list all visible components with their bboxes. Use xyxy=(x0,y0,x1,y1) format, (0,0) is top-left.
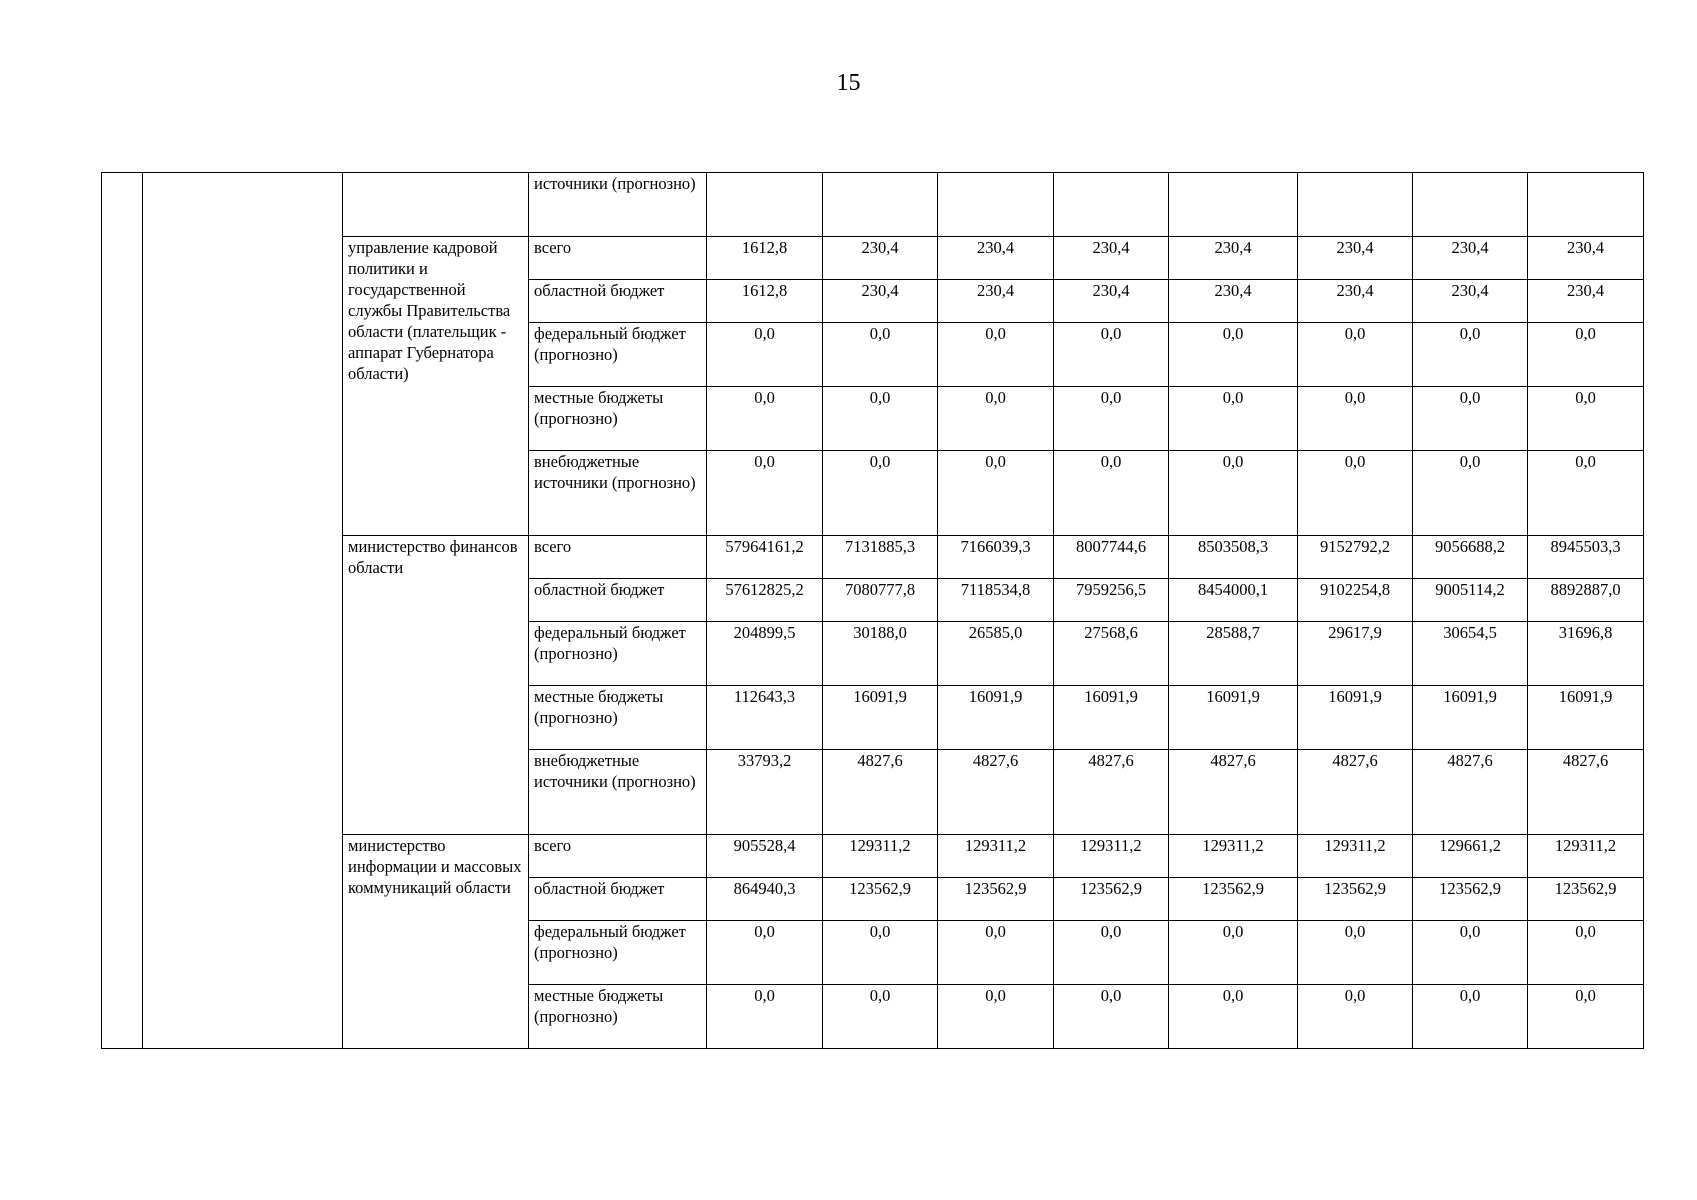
value-cell: 0,0 xyxy=(1298,387,1413,451)
value-cell: 0,0 xyxy=(1413,451,1528,536)
value-cell: 57612825,2 xyxy=(707,579,823,622)
funding-source-cell: местные бюджеты (прогнозно) xyxy=(529,686,707,750)
funding-source-cell: местные бюджеты (прогнозно) xyxy=(529,387,707,451)
budget-table xyxy=(101,172,1644,1049)
value-cell: 0,0 xyxy=(707,451,823,536)
funding-source-cell: федеральный бюджет (прогнозно) xyxy=(529,921,707,985)
value-cell: 123562,9 xyxy=(1528,878,1644,921)
value-cell: 230,4 xyxy=(1169,280,1298,323)
value-cell: 0,0 xyxy=(1528,451,1644,536)
value-cell: 0,0 xyxy=(707,323,823,387)
value-cell: 230,4 xyxy=(1169,237,1298,280)
value-cell: 129311,2 xyxy=(1169,835,1298,878)
value-cell: 7166039,3 xyxy=(938,536,1054,579)
funding-source-cell: внебюджетные источники (прогнозно) xyxy=(529,750,707,835)
value-cell: 204899,5 xyxy=(707,622,823,686)
page-number: 15 xyxy=(836,70,861,96)
value-cell: 4827,6 xyxy=(1298,750,1413,835)
value-cell: 0,0 xyxy=(938,451,1054,536)
value-cell: 123562,9 xyxy=(938,878,1054,921)
value-cell: 9102254,8 xyxy=(1298,579,1413,622)
value-cell: 0,0 xyxy=(938,323,1054,387)
value-cell: 8945503,3 xyxy=(1528,536,1644,579)
funding-source-cell: федеральный бюджет (прогнозно) xyxy=(529,622,707,686)
value-cell: 8454000,1 xyxy=(1169,579,1298,622)
value-cell xyxy=(823,173,938,237)
value-cell: 230,4 xyxy=(1413,237,1528,280)
value-cell: 0,0 xyxy=(823,323,938,387)
value-cell: 230,4 xyxy=(1413,280,1528,323)
value-cell xyxy=(1298,173,1413,237)
value-cell: 4827,6 xyxy=(823,750,938,835)
value-cell: 0,0 xyxy=(1054,985,1169,1049)
value-cell: 0,0 xyxy=(1054,387,1169,451)
value-cell: 0,0 xyxy=(823,921,938,985)
value-cell: 129311,2 xyxy=(1298,835,1413,878)
funding-source-cell: всего xyxy=(529,237,707,280)
value-cell: 0,0 xyxy=(823,387,938,451)
value-cell: 26585,0 xyxy=(938,622,1054,686)
value-cell: 57964161,2 xyxy=(707,536,823,579)
value-cell: 4827,6 xyxy=(1528,750,1644,835)
executor-cell: министерство информации и массовых коммуникаций области xyxy=(343,835,529,1049)
value-cell: 0,0 xyxy=(823,985,938,1049)
value-cell: 129311,2 xyxy=(823,835,938,878)
value-cell: 0,0 xyxy=(1054,323,1169,387)
value-cell: 1612,8 xyxy=(707,237,823,280)
value-cell: 230,4 xyxy=(1054,280,1169,323)
value-cell: 123562,9 xyxy=(1298,878,1413,921)
value-cell: 0,0 xyxy=(1413,323,1528,387)
value-cell: 0,0 xyxy=(707,985,823,1049)
value-cell xyxy=(707,173,823,237)
value-cell: 230,4 xyxy=(1298,280,1413,323)
value-cell: 0,0 xyxy=(938,921,1054,985)
value-cell: 230,4 xyxy=(938,237,1054,280)
funding-source-cell: областной бюджет xyxy=(529,579,707,622)
value-cell: 0,0 xyxy=(1413,387,1528,451)
value-cell: 0,0 xyxy=(1298,323,1413,387)
value-cell: 9056688,2 xyxy=(1413,536,1528,579)
value-cell: 0,0 xyxy=(1298,921,1413,985)
value-cell: 129311,2 xyxy=(938,835,1054,878)
value-cell: 1612,8 xyxy=(707,280,823,323)
value-cell: 864940,3 xyxy=(707,878,823,921)
value-cell: 8007744,6 xyxy=(1054,536,1169,579)
value-cell: 230,4 xyxy=(1528,237,1644,280)
value-cell: 0,0 xyxy=(707,387,823,451)
value-cell: 0,0 xyxy=(938,985,1054,1049)
value-cell: 0,0 xyxy=(1169,451,1298,536)
number-cell xyxy=(102,173,143,1049)
funding-source-cell: внебюджетные источники (прогнозно) xyxy=(529,451,707,536)
value-cell: 0,0 xyxy=(1169,323,1298,387)
funding-source-cell: областной бюджет xyxy=(529,878,707,921)
value-cell: 0,0 xyxy=(1169,921,1298,985)
executor-cell: министерство финансов области xyxy=(343,536,529,835)
value-cell: 16091,9 xyxy=(1298,686,1413,750)
value-cell: 0,0 xyxy=(1413,985,1528,1049)
value-cell: 230,4 xyxy=(1298,237,1413,280)
funding-source-cell: всего xyxy=(529,835,707,878)
value-cell: 7118534,8 xyxy=(938,579,1054,622)
funding-source-cell: местные бюджеты (прогнозно) xyxy=(529,985,707,1049)
value-cell: 112643,3 xyxy=(707,686,823,750)
table-row xyxy=(102,173,1644,237)
value-cell: 230,4 xyxy=(823,237,938,280)
program-name-cell xyxy=(143,173,343,1049)
executor-cell xyxy=(343,173,529,237)
value-cell xyxy=(938,173,1054,237)
value-cell: 4827,6 xyxy=(1054,750,1169,835)
value-cell: 0,0 xyxy=(1528,921,1644,985)
value-cell: 16091,9 xyxy=(1169,686,1298,750)
value-cell: 230,4 xyxy=(1054,237,1169,280)
value-cell: 16091,9 xyxy=(1054,686,1169,750)
value-cell: 123562,9 xyxy=(1169,878,1298,921)
value-cell: 27568,6 xyxy=(1054,622,1169,686)
value-cell: 230,4 xyxy=(1528,280,1644,323)
value-cell: 7080777,8 xyxy=(823,579,938,622)
value-cell: 30654,5 xyxy=(1413,622,1528,686)
value-cell: 905528,4 xyxy=(707,835,823,878)
value-cell: 0,0 xyxy=(823,451,938,536)
value-cell: 230,4 xyxy=(938,280,1054,323)
value-cell: 0,0 xyxy=(1169,387,1298,451)
value-cell: 0,0 xyxy=(1054,921,1169,985)
value-cell: 4827,6 xyxy=(1413,750,1528,835)
value-cell: 9005114,2 xyxy=(1413,579,1528,622)
value-cell: 230,4 xyxy=(823,280,938,323)
value-cell: 16091,9 xyxy=(823,686,938,750)
value-cell: 0,0 xyxy=(1054,451,1169,536)
value-cell: 29617,9 xyxy=(1298,622,1413,686)
value-cell: 28588,7 xyxy=(1169,622,1298,686)
value-cell: 0,0 xyxy=(1298,451,1413,536)
funding-source-cell: источники (прогнозно) xyxy=(529,173,707,237)
funding-source-cell: федеральный бюджет (прогнозно) xyxy=(529,323,707,387)
table-body xyxy=(102,173,1644,1049)
value-cell: 0,0 xyxy=(1528,387,1644,451)
value-cell: 123562,9 xyxy=(823,878,938,921)
value-cell: 0,0 xyxy=(1169,985,1298,1049)
value-cell: 0,0 xyxy=(1528,985,1644,1049)
value-cell: 0,0 xyxy=(1413,921,1528,985)
value-cell: 129311,2 xyxy=(1528,835,1644,878)
value-cell: 16091,9 xyxy=(1528,686,1644,750)
value-cell: 4827,6 xyxy=(938,750,1054,835)
value-cell: 30188,0 xyxy=(823,622,938,686)
value-cell: 33793,2 xyxy=(707,750,823,835)
value-cell: 0,0 xyxy=(1298,985,1413,1049)
value-cell: 0,0 xyxy=(938,387,1054,451)
value-cell: 31696,8 xyxy=(1528,622,1644,686)
value-cell: 129661,2 xyxy=(1413,835,1528,878)
value-cell: 8892887,0 xyxy=(1528,579,1644,622)
value-cell xyxy=(1528,173,1644,237)
value-cell: 7131885,3 xyxy=(823,536,938,579)
value-cell: 7959256,5 xyxy=(1054,579,1169,622)
value-cell: 8503508,3 xyxy=(1169,536,1298,579)
value-cell: 123562,9 xyxy=(1054,878,1169,921)
value-cell: 16091,9 xyxy=(938,686,1054,750)
funding-source-cell: всего xyxy=(529,536,707,579)
value-cell: 0,0 xyxy=(707,921,823,985)
value-cell: 0,0 xyxy=(1528,323,1644,387)
value-cell: 129311,2 xyxy=(1054,835,1169,878)
executor-cell: управление кадровой политики и государственной службы Правительства области (плательщик - аппарат Губернатора области) xyxy=(343,237,529,536)
value-cell: 123562,9 xyxy=(1413,878,1528,921)
value-cell: 4827,6 xyxy=(1169,750,1298,835)
value-cell xyxy=(1413,173,1528,237)
funding-source-cell: областной бюджет xyxy=(529,280,707,323)
value-cell: 9152792,2 xyxy=(1298,536,1413,579)
value-cell xyxy=(1054,173,1169,237)
value-cell: 16091,9 xyxy=(1413,686,1528,750)
value-cell xyxy=(1169,173,1298,237)
